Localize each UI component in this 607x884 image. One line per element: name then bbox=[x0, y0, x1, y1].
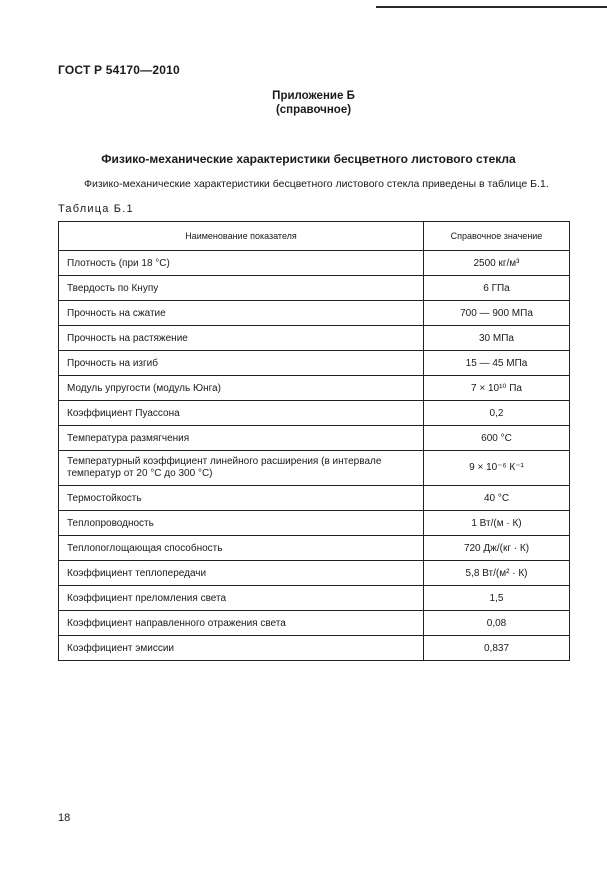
row-value: 0,08 bbox=[424, 611, 570, 636]
row-name: Прочность на растяжение bbox=[59, 326, 424, 351]
row-name: Плотность (при 18 °С) bbox=[59, 251, 424, 276]
row-name: Коэффициент теплопередачи bbox=[59, 561, 424, 586]
table-row bbox=[59, 401, 570, 426]
table-row bbox=[59, 426, 570, 451]
table-row bbox=[59, 276, 570, 301]
appendix-subtitle: (справочное) bbox=[275, 104, 352, 116]
row-value: 7 × 10¹⁰ Па bbox=[424, 376, 570, 401]
row-name: Прочность на изгиб bbox=[59, 351, 424, 376]
table-row bbox=[59, 611, 570, 636]
table-row bbox=[59, 251, 570, 276]
table-caption: Таблица Б.1 bbox=[58, 203, 134, 215]
row-name: Коэффициент преломления света bbox=[59, 586, 424, 611]
row-value: 9 × 10⁻⁶ К⁻¹ bbox=[424, 451, 570, 486]
row-value: 600 °С bbox=[424, 426, 570, 451]
table-row bbox=[59, 636, 570, 661]
row-name: Коэффициент направленного отражения света bbox=[59, 611, 424, 636]
row-name: Коэффициент эмиссии bbox=[59, 636, 424, 661]
row-value: 1 Вт/(м · К) bbox=[424, 511, 570, 536]
row-name: Модуль упругости (модуль Юнга) bbox=[59, 376, 424, 401]
appendix-title: Приложение Б bbox=[272, 90, 355, 102]
row-value: 720 Дж/(кг · К) bbox=[424, 536, 570, 561]
table-row bbox=[59, 451, 570, 486]
row-value: 0,2 bbox=[424, 401, 570, 426]
row-name: Теплопроводность bbox=[59, 511, 424, 536]
page-number: 18 bbox=[58, 812, 71, 824]
properties-table bbox=[58, 221, 570, 661]
table-row bbox=[59, 536, 570, 561]
row-value: 6 ГПа bbox=[424, 276, 570, 301]
table-row bbox=[59, 561, 570, 586]
row-value: 0,837 bbox=[424, 636, 570, 661]
row-name: Коэффициент Пуассона bbox=[59, 401, 424, 426]
row-name: Термостойкость bbox=[59, 486, 424, 511]
table-header-row bbox=[59, 222, 570, 251]
table-row bbox=[59, 301, 570, 326]
row-name: Температурный коэффициент линейного расширения (в интервале температур от 20 °С до 300 °С) bbox=[59, 451, 424, 486]
row-name: Температура размягчения bbox=[59, 426, 424, 451]
row-name: Прочность на сжатие bbox=[59, 301, 424, 326]
table-row bbox=[59, 351, 570, 376]
row-value: 700 — 900 МПа bbox=[424, 301, 570, 326]
row-name: Теплопоглощающая способность bbox=[59, 536, 424, 561]
row-value: 30 МПа bbox=[424, 326, 570, 351]
column-header-value: Справочное значение bbox=[424, 222, 570, 251]
row-value: 1,5 bbox=[424, 586, 570, 611]
row-value: 2500 кг/м³ bbox=[424, 251, 570, 276]
table-row bbox=[59, 586, 570, 611]
table-row bbox=[59, 376, 570, 401]
row-value: 40 °С bbox=[424, 486, 570, 511]
top-rule bbox=[376, 6, 607, 8]
table-row bbox=[59, 511, 570, 536]
row-value: 5,8 Вт/(м² · К) bbox=[424, 561, 570, 586]
intro-paragraph: Физико-механические характеристики бесцветного листового стекла приведены в таблице Б.1. bbox=[84, 178, 549, 190]
column-header-name: Наименование показателя bbox=[59, 222, 424, 251]
table-row bbox=[59, 486, 570, 511]
row-value: 15 — 45 МПа bbox=[424, 351, 570, 376]
row-name: Твердость по Кнупу bbox=[59, 276, 424, 301]
document-code: ГОСТ Р 54170—2010 bbox=[58, 63, 180, 77]
section-title: Физико-механические характеристики бесцветного листового стекла bbox=[101, 152, 516, 166]
table-row bbox=[59, 326, 570, 351]
